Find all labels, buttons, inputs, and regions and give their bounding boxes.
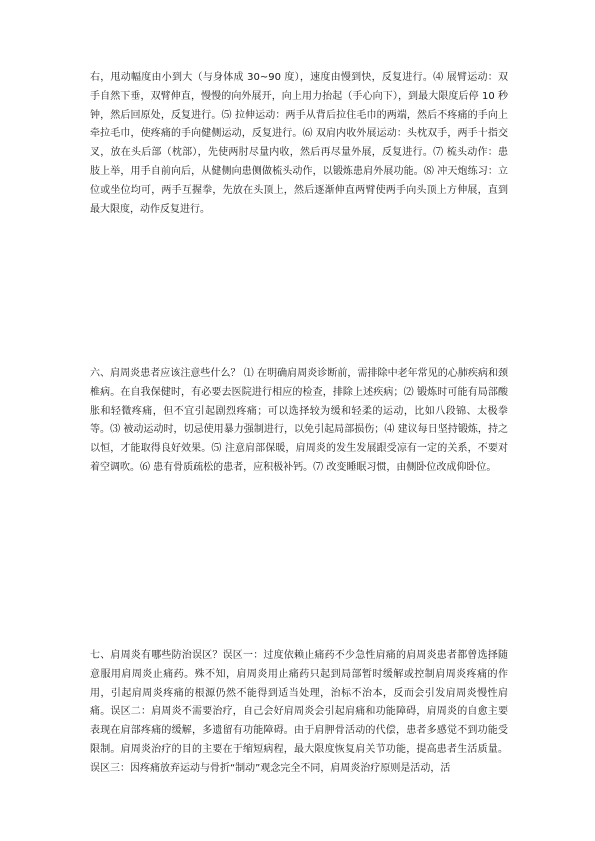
- section-six-paragraph: 六、肩周炎患者应该注意些什么？ ⑴ 在明确肩周炎诊断前，需排除中老年常见的心肺疾病和颈椎病。在自我保健时，有必要去医院进行相应的检查，排除上述疾病；⑵ 锻炼时可能有局部酸胀和轻微疼痛，但不宜引起剧烈疼痛；可以选择较为缓和轻柔的运动，比如八段锦、太极拳等。⑶ 被动运动时，切忌使用暴力强制进行，以免引起局部损伤；⑷ 建议每日坚持锻炼，持之以恒，才能取得良好效果。⑸ 注意肩部保暖，肩周炎的发生发展跟受凉有一定的关系，不要对着空调吹。⑹ 患有骨质疏松的患者，应积极补钙。⑺ 改变睡眠习惯，由侧卧位改成仰卧位。: [90, 368, 508, 473]
- section-seven-paragraph: 七、肩周炎有哪些防治误区？误区一：过度依赖止痛药不少急性肩痛的肩周炎患者都曾选择随意服用肩周炎止痛药。殊不知，肩周炎用止痛药只起到局部暂时缓解或控制肩周炎疼痛的作用，引起肩周炎疼痛的根源仍然不能得到适当处理，治标不治本，反而会引发肩周炎慢性肩痛。误区二：肩周炎不需要治疗，自己会好肩周炎会引起肩痛和功能障碍，肩周炎的自愈主要表现在肩部疼痛的缓解，多遗留有功能障碍。由于肩胛骨活动的代偿，患者多感觉不到功能受限制。肩周炎治疗的目的主要在于缩短病程，最大限度恢复肩关节功能，提高患者生活质量。误区三：因疼痛放弃运动与骨折“制动”观念完全不同，肩周炎治疗原则是活动，活: [90, 650, 508, 774]
- exercise-steps-paragraph: 右，甩动幅度由小到大（与身体成 30~90 度），速度由慢到快，反复进行。⑷ 展臂运动：双手自然下垂，双臂伸直，慢慢的向外展开，向上用力抬起（手心向下），到最大限度后停 10 秒钟，然后回原处，反复进行。⑸ 拉伸运动：两手从背后拉住毛巾的两端，然后不疼痛的手向上牵拉毛巾，使疼痛的手向健侧运动，反复进行。⑹ 双肩内收外展运动：头枕双手，两手十指交叉，放在头后部（枕部），先使两肘尽量内收，然后再尽量外展，反复进行。⑺ 梳头动作：患肢上举，用手自前向后，从健侧向患侧做梳头动作，以锻炼患肩外展功能。⑻ 冲天炮练习：立位或坐位均可，两手互握拳，先放在头顶上，然后逐渐伸直两臂使两手向头顶上方伸展，直到最大限度，动作反复进行。: [90, 72, 508, 215]
